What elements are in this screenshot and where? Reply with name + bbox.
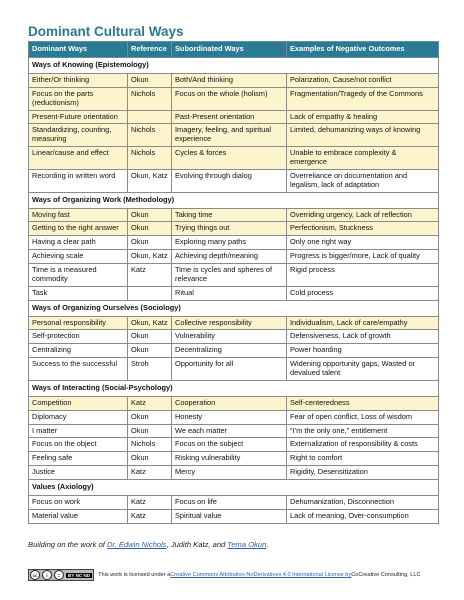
- subordinated-way-cell: Achieving depth/meaning: [172, 250, 287, 264]
- col-header-dominant: Dominant Ways: [29, 42, 128, 58]
- negative-outcome-cell: Dehumanization, Disconnection: [287, 495, 439, 509]
- negative-outcome-cell: Cold process: [287, 286, 439, 300]
- dominant-way-cell: Time is a measured commodity: [29, 264, 128, 287]
- subordinated-way-cell: Both/And thinking: [172, 73, 287, 87]
- table-row: [29, 236, 439, 250]
- reference-cell: Okun: [128, 208, 172, 222]
- negative-outcome-cell: Perfectionism, Stuckness: [287, 222, 439, 236]
- negative-outcome-cell: Right to comfort: [287, 452, 439, 466]
- section-header-row: [29, 192, 439, 208]
- attribution-prefix: Building on the work of: [28, 540, 107, 549]
- table-row: [29, 124, 439, 147]
- subordinated-way-cell: Trying things out: [172, 222, 287, 236]
- license-prefix: This work is licensed under a: [98, 572, 171, 578]
- table-row: [29, 147, 439, 170]
- dominant-way-cell: Focus on the object: [29, 438, 128, 452]
- subordinated-way-cell: Cycles & forces: [172, 147, 287, 170]
- table-row: [29, 73, 439, 87]
- dominant-way-cell: Personal responsibility: [29, 316, 128, 330]
- dominant-way-cell: I matter: [29, 424, 128, 438]
- dominant-way-cell: Competition: [29, 396, 128, 410]
- reference-cell: Okun, Katz: [128, 250, 172, 264]
- reference-cell: Okun: [128, 222, 172, 236]
- section-title: Values (Axiology): [29, 480, 439, 496]
- reference-cell: Katz: [128, 509, 172, 523]
- dominant-way-cell: Getting to the right answer: [29, 222, 128, 236]
- section-header-row: [29, 300, 439, 316]
- negative-outcome-cell: Rigid process: [287, 264, 439, 287]
- table-row: [29, 396, 439, 410]
- negative-outcome-cell: Fear of open conflict, Loss of wisdom: [287, 410, 439, 424]
- table-row: [29, 358, 439, 381]
- reference-cell: Okun: [128, 452, 172, 466]
- reference-cell: Okun: [128, 73, 172, 87]
- section-title: Ways of Knowing (Epistemology): [29, 58, 439, 74]
- subordinated-way-cell: Focus on the subject: [172, 438, 287, 452]
- subordinated-way-cell: Mercy: [172, 466, 287, 480]
- table-row: [29, 264, 439, 287]
- subordinated-way-cell: Exploring many paths: [172, 236, 287, 250]
- negative-outcome-cell: Progress is bigger/more, Lack of quality: [287, 250, 439, 264]
- negative-outcome-cell: Lack of meaning, Over-consumption: [287, 509, 439, 523]
- subordinated-way-cell: Taking time: [172, 208, 287, 222]
- table-row: [29, 222, 439, 236]
- cultural-ways-table: [28, 41, 439, 524]
- reference-cell: Okun: [128, 410, 172, 424]
- table-row: [29, 410, 439, 424]
- negative-outcome-cell: Individualism, Lack of care/empathy: [287, 316, 439, 330]
- negative-outcome-cell: Overreliance on documentation and legalism, lack of adaptation: [287, 169, 439, 192]
- reference-cell: Okun, Katz: [128, 169, 172, 192]
- table-row: [29, 87, 439, 110]
- reference-cell: Nichols: [128, 124, 172, 147]
- dominant-way-cell: Focus on the parts (reductionism): [29, 87, 128, 110]
- dominant-way-cell: Feeling safe: [29, 452, 128, 466]
- reference-cell: Okun: [128, 344, 172, 358]
- dominant-way-cell: Achieving scale: [29, 250, 128, 264]
- dominant-way-cell: Material value: [29, 509, 128, 523]
- negative-outcome-cell: Only one right way: [287, 236, 439, 250]
- section-title: Ways of Organizing Work (Methodology): [29, 192, 439, 208]
- section-title: Ways of Organizing Ourselves (Sociology): [29, 300, 439, 316]
- subordinated-way-cell: Spiritual value: [172, 509, 287, 523]
- subordinated-way-cell: Vulnerability: [172, 330, 287, 344]
- by-icon: i: [42, 570, 52, 580]
- subordinated-way-cell: Decentralizing: [172, 344, 287, 358]
- negative-outcome-cell: Unable to embrace complexity & emergence: [287, 147, 439, 170]
- table-row: [29, 438, 439, 452]
- section-header-row: [29, 480, 439, 496]
- cc-license-badge[interactable]: [28, 569, 94, 581]
- subordinated-way-cell: Focus on life: [172, 495, 287, 509]
- subordinated-way-cell: Opportunity for all: [172, 358, 287, 381]
- dominant-way-cell: Task: [29, 286, 128, 300]
- subordinated-way-cell: Risking vulnerability: [172, 452, 287, 466]
- negative-outcome-cell: “I’m the only one,” entitlement: [287, 424, 439, 438]
- okun-link[interactable]: Tema Okun: [227, 540, 267, 549]
- dominant-way-cell: Focus on work: [29, 495, 128, 509]
- table-row: [29, 330, 439, 344]
- table-row: [29, 466, 439, 480]
- negative-outcome-cell: Widening opportunity gaps, Wasted or devalued talent: [287, 358, 439, 381]
- table-header-row: [29, 42, 439, 58]
- negative-outcome-cell: Defensiveness, Lack of growth: [287, 330, 439, 344]
- reference-cell: Okun: [128, 330, 172, 344]
- negative-outcome-cell: Externalization of responsibility & costs: [287, 438, 439, 452]
- reference-cell: [128, 110, 172, 124]
- table-row: [29, 250, 439, 264]
- license-link[interactable]: Creative Commons Attribution-NoDerivatives 4.0 International License by: [170, 572, 352, 578]
- cc-badge-label: BY NC ND: [68, 572, 91, 578]
- reference-cell: Katz: [128, 396, 172, 410]
- page-title: Dominant Cultural Ways: [28, 24, 184, 39]
- negative-outcome-cell: Power hoarding: [287, 344, 439, 358]
- attribution-mid: , Judith Katz, and: [166, 540, 228, 549]
- col-header-outcomes: Examples of Negative Outcomes: [287, 42, 439, 58]
- dominant-way-cell: Diplomacy: [29, 410, 128, 424]
- table-row: [29, 344, 439, 358]
- reference-cell: Katz: [128, 264, 172, 287]
- subordinated-way-cell: Honesty: [172, 410, 287, 424]
- subordinated-way-cell: Ritual: [172, 286, 287, 300]
- col-header-subordinated: Subordinated Ways: [172, 42, 287, 58]
- dominant-way-cell: Linear/cause and effect: [29, 147, 128, 170]
- table-row: [29, 452, 439, 466]
- table-row: [29, 169, 439, 192]
- reference-cell: Okun: [128, 236, 172, 250]
- dominant-way-cell: Justice: [29, 466, 128, 480]
- negative-outcome-cell: Polarization, Cause/not conflict: [287, 73, 439, 87]
- negative-outcome-cell: Lack of empathy & healing: [287, 110, 439, 124]
- reference-cell: Okun, Katz: [128, 316, 172, 330]
- negative-outcome-cell: Rigidity, Desensitization: [287, 466, 439, 480]
- license-suffix: CoCreative Consulting, LLC: [351, 572, 421, 578]
- dominant-way-cell: Centralizing: [29, 344, 128, 358]
- section-header-row: [29, 58, 439, 74]
- subordinated-way-cell: Imagery, feeling, and spiritual experience: [172, 124, 287, 147]
- attribution-line: [28, 540, 269, 549]
- reference-cell: Katz: [128, 466, 172, 480]
- dominant-way-cell: Having a clear path: [29, 236, 128, 250]
- dominant-way-cell: Success to the successful: [29, 358, 128, 381]
- subordinated-way-cell: Time is cycles and spheres of relevance: [172, 264, 287, 287]
- subordinated-way-cell: Evolving through dialog: [172, 169, 287, 192]
- table-row: [29, 509, 439, 523]
- table-row: [29, 110, 439, 124]
- negative-outcome-cell: Fragmentation/Tragedy of the Commons: [287, 87, 439, 110]
- reference-cell: [128, 286, 172, 300]
- subordinated-way-cell: We each matter: [172, 424, 287, 438]
- negative-outcome-cell: Limited, dehumanizing ways of knowing: [287, 124, 439, 147]
- reference-cell: Nichols: [128, 438, 172, 452]
- license-notice: [28, 569, 421, 581]
- reference-cell: Stroh: [128, 358, 172, 381]
- table-row: [29, 286, 439, 300]
- section-title: Ways of Interacting (Social-Psychology): [29, 380, 439, 396]
- dominant-way-cell: Self-protection: [29, 330, 128, 344]
- table-row: [29, 208, 439, 222]
- dominant-way-cell: Moving fast: [29, 208, 128, 222]
- section-header-row: [29, 380, 439, 396]
- subordinated-way-cell: Collective responsibility: [172, 316, 287, 330]
- table-body: [29, 58, 439, 524]
- cc-icon: cc: [30, 570, 40, 580]
- table-row: [29, 495, 439, 509]
- dominant-way-cell: Either/Or thinking: [29, 73, 128, 87]
- table-row: [29, 424, 439, 438]
- reference-cell: Nichols: [128, 147, 172, 170]
- subordinated-way-cell: Focus on the whole (holism): [172, 87, 287, 110]
- negative-outcome-cell: Self-centeredness: [287, 396, 439, 410]
- col-header-reference: Reference: [128, 42, 172, 58]
- nd-icon: =: [54, 570, 64, 580]
- dominant-way-cell: Standardizing, counting, measuring: [29, 124, 128, 147]
- reference-cell: Katz: [128, 495, 172, 509]
- reference-cell: Okun: [128, 424, 172, 438]
- subordinated-way-cell: Cooperation: [172, 396, 287, 410]
- subordinated-way-cell: Past-Present orientation: [172, 110, 287, 124]
- table-row: [29, 316, 439, 330]
- negative-outcome-cell: Overriding urgency, Lack of reflection: [287, 208, 439, 222]
- reference-cell: Nichols: [128, 87, 172, 110]
- nichols-link[interactable]: Dr. Edwin Nichols: [106, 540, 167, 549]
- dominant-way-cell: Present-Future orientation: [29, 110, 128, 124]
- dominant-way-cell: Recording in written word: [29, 169, 128, 192]
- attribution-suffix: .: [266, 540, 269, 549]
